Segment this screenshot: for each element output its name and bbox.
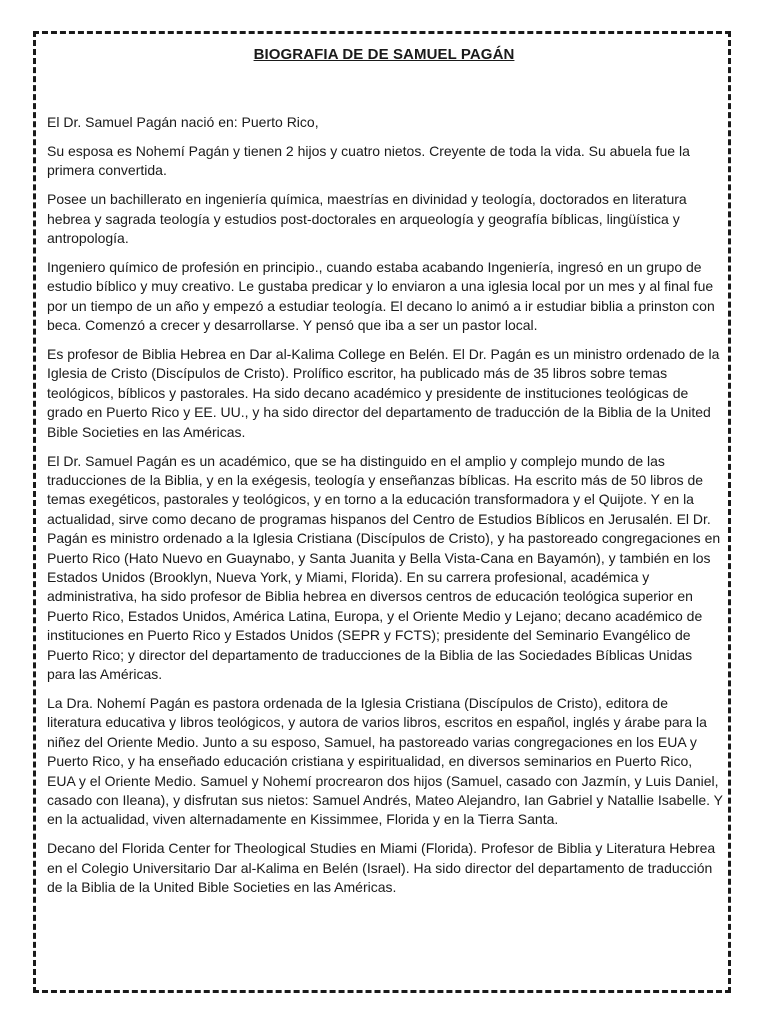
paragraph-nohemi: La Dra. Nohemí Pagán es pastora ordenada de la Iglesia Cristiana (Discípulos de Cristo), editora de literatura educativa y libros teológicos, y autora de varios libros, escritos en español, inglés y árabe para la niñez del Oriente Medio. Junto a su esposo, Samuel, ha pastoreado varias congregaciones en los EUA y Puerto Rico, y ha enseñado educación cristiana y espiritualidad, en diversos seminarios en Puerto Rico, EUA y el Oriente Medio. Samuel y Nohemí procrearon dos hijos (Samuel, casado con Jazmín, y Luis Daniel, casado con Ileana), y disfrutan sus nietos: Samuel Andrés, Mateo Alejandro, Ian Gabriel y Natallie Isabelle. Y en la actualidad, viven alternadamente en Kissimmee, Florida y en la Tierra Santa. bbox=[47, 694, 723, 828]
document-title: BIOGRAFIA DE DE SAMUEL PAGÁN bbox=[253, 46, 515, 63]
document-body bbox=[47, 113, 723, 907]
paragraph-family: Su esposa es Nohemí Pagán y tienen 2 hijos y cuatro nietos. Creyente de toda la vida. Su abuela fue la primera convertida. bbox=[47, 142, 690, 179]
paragraph-education: Posee un bachillerato en ingeniería química, maestrías en divinidad y teología, doctorados en literatura hebrea y sagrada teología y estudios post-doctorales en arqueología y geografía bíblicas, lingüística y antropología. bbox=[47, 191, 687, 247]
paragraph-academic: El Dr. Samuel Pagán es un académico, que se ha distinguido en el amplio y complejo mundo de las traducciones de la Biblia, y en la exégesis, teología y enseñanzas bíblicas. Ha escrito más de 50 libros de temas exegéticos, pastorales y teológicos, y en torno a la educación transformadora y el Quijote. Y en la actualidad, sirve como decano de programas hispanos del Centro de Estudios Bíblicos en Jerusalén. El Dr. Pagán es ministro ordenado a la Iglesia Cristiana (Discípulos de Cristo), y ha pastoreado congregaciones en Puerto Rico (Hato Nuevo en Guaynabo, y Santa Juanita y Bella Vista-Cana en Bayamón), y también en los Estados Unidos (Brooklyn, Nueva York, y Miami, Florida). En su carrera profesional, académica y administrativa, ha sido profesor de Biblia hebrea en diversos centros de educación teológica superior en Puerto Rico, Estados Unidos, América Latina, Europa, y el Oriente Medio y Lejano; decano académico de instituciones en Puerto Rico y Estados Unidos (SEPR y FCTS); presidente del Seminario Evangélico de Puerto Rico; y director del departamento de traducciones de la Biblia de las Sociedades Bíblicas Unidas para las Américas. bbox=[47, 452, 721, 683]
paragraph-career-start: Ingeniero químico de profesión en principio., cuando estaba acabando Ingeniería, ingresó en un grupo de estudio bíblico y muy creativo. Le gustaba predicar y lo enviaron a una iglesia local por un mes y al final fue por un tiempo de un año y empezó a estudiar teología. El decano lo animó a ir estudiar biblia a prinston con beca. Comenzó a crecer y desarrollarse. Y pensó que iba a ser un pastor local. bbox=[47, 258, 715, 334]
paragraph-birthplace: El Dr. Samuel Pagán nació en: Puerto Rico, bbox=[47, 114, 319, 130]
paragraph-dean: Decano del Florida Center for Theological Studies en Miami (Florida). Profesor de Biblia y Literatura Hebrea en el Colegio Universitario Dar al-Kalima en Belén (Israel). Ha sido director del departamento de traducción de la Biblia de la United Bible Societies en las Américas. bbox=[47, 840, 716, 896]
paragraph-professor: Es profesor de Biblia Hebrea en Dar al-Kalima College en Belén. El Dr. Pagán es un ministro ordenado de la Iglesia de Cristo (Discípulos de Cristo). Prolífico escritor, ha publicado más de 35 libros sobre temas teológicos, bíblicos y pastorales. Ha sido decano académico y presidente de instituciones teológicas de grado en Puerto Rico y EE. UU., y ha sido director del departamento de traducción de la Biblia de la United Bible Societies en las Américas. bbox=[47, 346, 720, 440]
